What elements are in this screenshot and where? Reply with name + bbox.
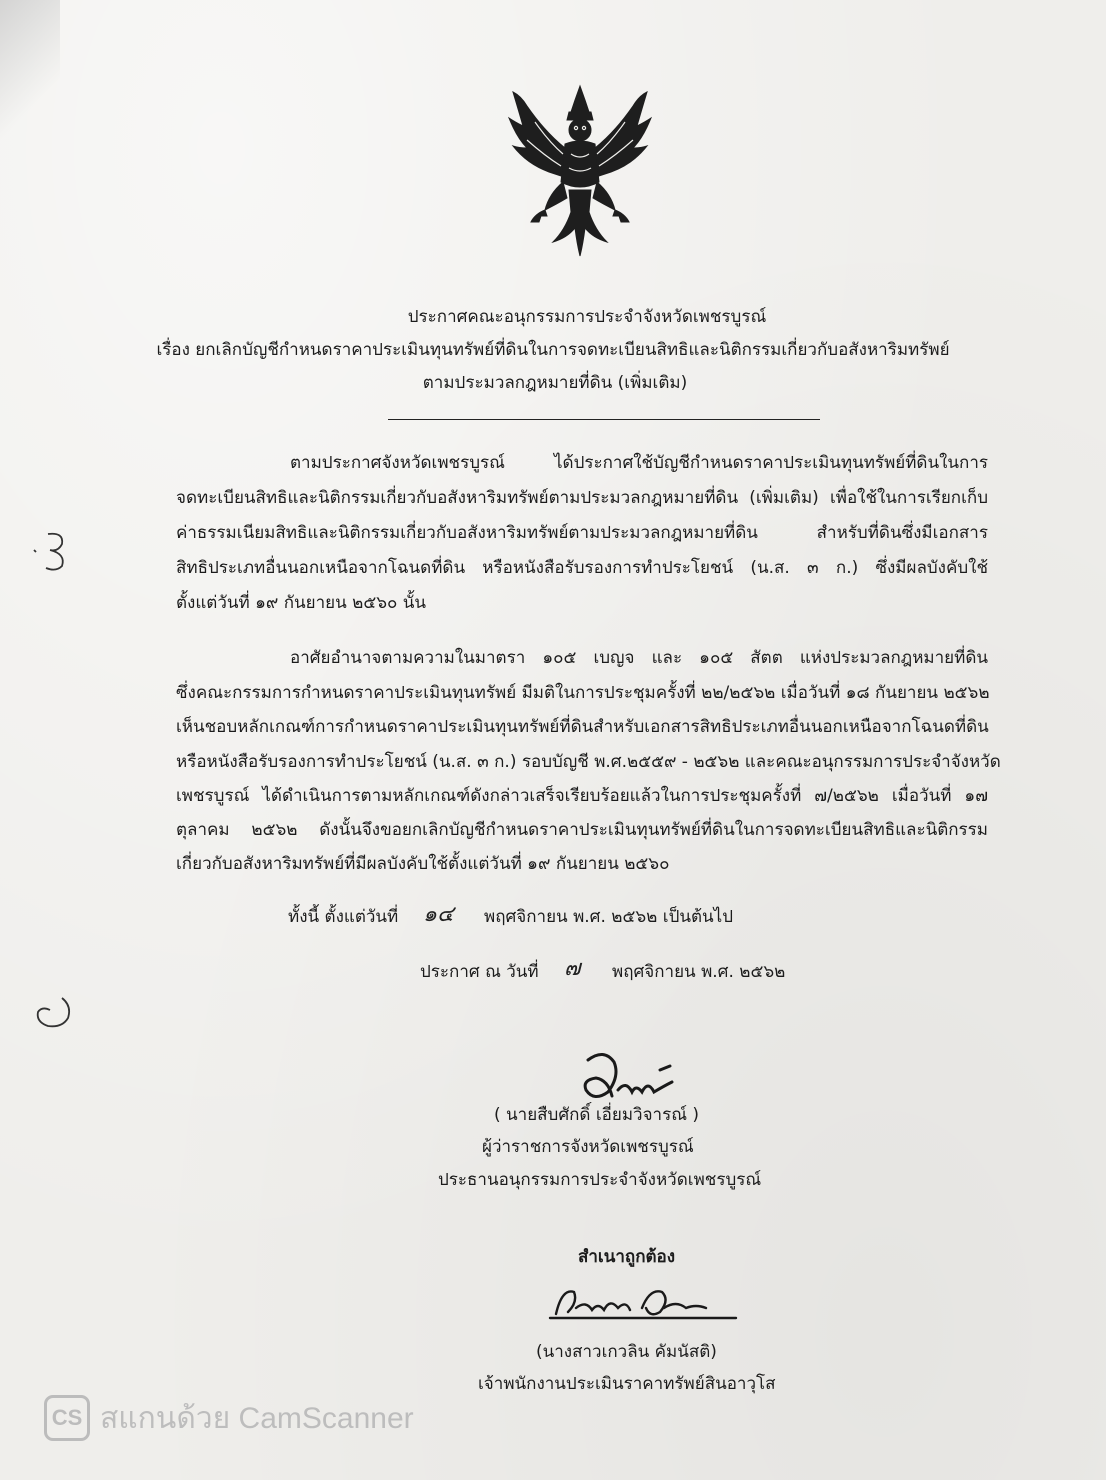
para2-line: เห็นชอบหลักเกณฑ์การกำหนดราคาประเมินทุนทรัพย์ที่ดินสำหรับเอกสารสิทธิประเภทอื่นนอกเหนือจากโฉนดที่ดิน (176, 717, 989, 737)
certifier-title: เจ้าพนักงานประเมินราคาทรัพย์สินอาวุโส (478, 1374, 776, 1394)
para1-line: ตั้งแต่วันที่ ๑๙ กันยายน ๒๕๖๐ นั้น (176, 593, 427, 613)
announced-date-suffix: พฤศจิกายน พ.ศ. ๒๕๖๒ (612, 962, 786, 982)
announced-date-day: ๗ (564, 956, 581, 981)
para2-line: ซึ่งคณะกรรมการกำหนดราคาประเมินทุนทรัพย์ มีมติในการประชุมครั้งที่ ๒๒/๒๕๖๒ เมื่อวันที่ ๑๘ กันยายน ๒๕๖๒ (176, 683, 990, 703)
effective-date-prefix: ทั้งนี้ ตั้งแต่วันที่ (288, 907, 399, 927)
para1-line: ตามประกาศจังหวัดเพชรบูรณ์ ได้ประกาศใช้บัญชีกำหนดราคาประเมินทุนทรัพย์ที่ดินในการ (290, 453, 988, 473)
para1-line: ค่าธรรมเนียมสิทธิและนิติกรรมเกี่ยวกับอสังหาริมทรัพย์ตามประมวลกฎหมายที่ดิน สำหรับที่ดินซึ่งมีเอกสาร (176, 523, 988, 543)
camscanner-watermark (44, 1393, 414, 1443)
para2-line: เพชรบูรณ์ ได้ดำเนินการตามหลักเกณฑ์ดังกล่าวเสร็จเรียบร้อยแล้วในการประชุมครั้งที่ ๗/๒๕๖๒ เมื่อวันที่ ๑๗ (176, 786, 988, 806)
certifier-name: (นางสาวเกวลิน คัมนัสติ) (536, 1342, 717, 1362)
para2-line: อาศัยอำนาจตามความในมาตรา ๑๐๕ เบญจ และ ๑๐๕ สัตต แห่งประมวลกฎหมายที่ดิน (290, 648, 988, 668)
camscanner-text: สแกนด้วย CamScanner (100, 1401, 414, 1435)
para1-line: สิทธิประเภทอื่นนอกเหนือจากโฉนดที่ดิน หรือหนังสือรับรองการทำประโยชน์ (น.ส. ๓ ก.) ซึ่งมีผลบังคับใช้ (176, 558, 988, 578)
signatory-title: ผู้ว่าราชการจังหวัดเพชรบูรณ์ (482, 1137, 694, 1157)
certified-copy-label: สำเนาถูกต้อง (578, 1247, 676, 1267)
signatory-name: ( นายสืบศักดิ์ เอี่ยมวิจารณ์ ) (494, 1105, 700, 1125)
garuda-emblem-icon (505, 82, 655, 260)
announcement-subject: เรื่อง ยกเลิกบัญชีกำหนดราคาประเมินทุนทรัพย์ที่ดินในการจดทะเบียนสิทธิและนิติกรรมเกี่ยวกับอสังหาริมทรัพย์ (156, 340, 950, 360)
announcement-title: ประกาศคณะอนุกรรมการประจำจังหวัดเพชรบูรณ์ (407, 307, 767, 327)
header-divider (388, 419, 820, 420)
scan-shadow (0, 0, 60, 140)
effective-date-day: ๑๔ (423, 902, 454, 927)
certifier-signature (546, 1278, 746, 1328)
camscanner-logo-icon: CS (44, 1395, 90, 1441)
para2-line: หรือหนังสือรับรองการทำประโยชน์ (น.ส. ๓ ก.) รอบบัญชี พ.ศ.๒๕๕๙ - ๒๕๖๒ และคณะอนุกรรมการประจำจังหวัด (176, 752, 1001, 772)
para2-line: เกี่ยวกับอสังหาริมทรัพย์ที่มีผลบังคับใช้ตั้งแต่วันที่ ๑๙ กันยายน ๒๕๖๐ (176, 854, 670, 874)
announcement-subject-cont: ตามประมวลกฎหมายที่ดิน (เพิ่มเติม) (422, 373, 688, 393)
announced-date-prefix: ประกาศ ณ วันที่ (420, 962, 539, 982)
signatory-position: ประธานอนุกรรมการประจำจังหวัดเพชรบูรณ์ (438, 1170, 762, 1190)
margin-mark-icon (28, 528, 78, 574)
margin-mark-icon (28, 992, 78, 1032)
para1-line: จดทะเบียนสิทธิและนิติกรรมเกี่ยวกับอสังหาริมทรัพย์ตามประมวลกฎหมายที่ดิน (เพิ่มเติม) เพื่อใช้ในการเรียกเก็บ (176, 488, 988, 508)
para2-line: ตุลาคม ๒๕๖๒ ดังนั้นจึงขอยกเลิกบัญชีกำหนดราคาประเมินทุนทรัพย์ที่ดินในการจดทะเบียนสิทธิและนิติกรรม (176, 820, 988, 840)
effective-date-suffix: พฤศจิกายน พ.ศ. ๒๕๖๒ เป็นต้นไป (484, 907, 733, 927)
governor-signature (574, 1040, 684, 1108)
